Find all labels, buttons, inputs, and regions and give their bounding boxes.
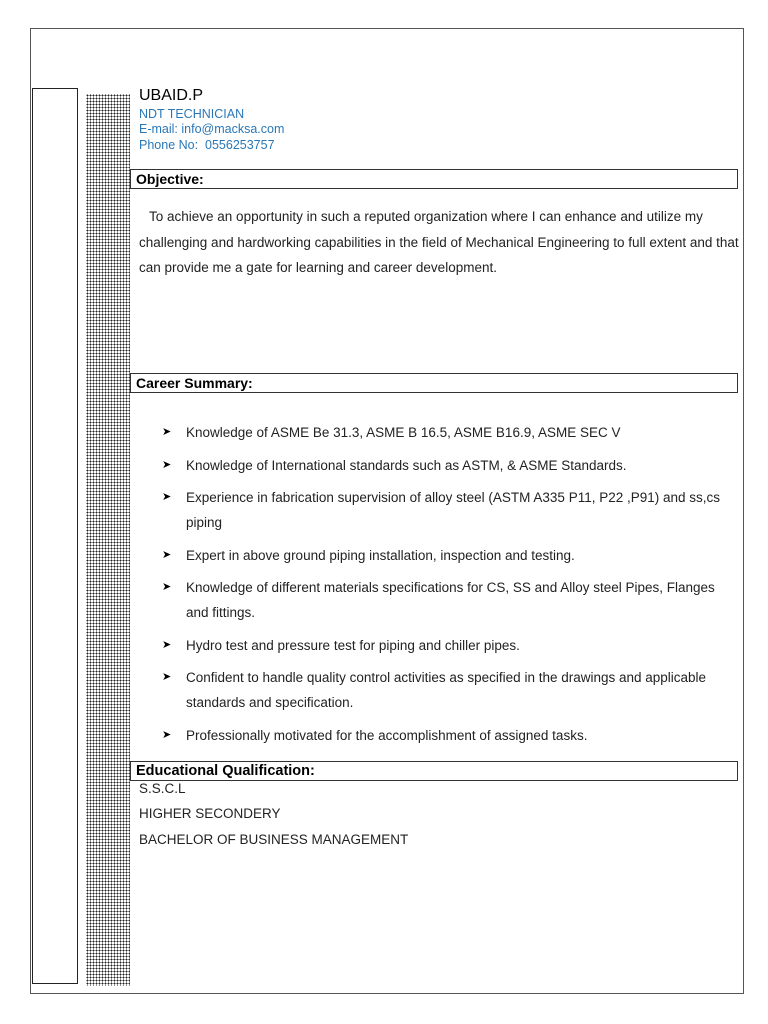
- arrow-bullet-icon: ➤: [162, 581, 172, 593]
- list-item: ➤ Hydro test and pressure test for piping and chiller pipes.: [162, 633, 740, 658]
- education-item: S.S.C.L: [139, 781, 186, 796]
- objective-text: To achieve an opportunity in such a reputed organization where I can enhance and utilize my challenging and hardworking capabilities in the field of Mechanical Engineering to full extent and that can provide me a gate for learning and career development.: [139, 209, 739, 275]
- arrow-bullet-icon: ➤: [162, 548, 172, 561]
- education-heading: Educational Qualification:: [130, 761, 738, 781]
- list-item: ➤ Knowledge of ASME Be 31.3, ASME B 16.5, ASME B16.9, ASME SEC V: [162, 420, 740, 445]
- arrow-bullet-icon: ➤: [162, 638, 172, 651]
- education-item: BACHELOR OF BUSINESS MANAGEMENT: [139, 832, 409, 847]
- job-title: NDT TECHNICIAN: [139, 107, 245, 121]
- career-summary-heading: Career Summary:: [130, 373, 738, 393]
- arrow-bullet-icon: ➤: [162, 458, 172, 471]
- arrow-bullet-icon: ➤: [162, 728, 172, 741]
- career-summary-list: [162, 420, 740, 755]
- objective-heading: Objective:: [130, 169, 738, 189]
- arrow-bullet-icon: ➤: [162, 426, 172, 438]
- list-item: ➤ Expert in above ground piping installation, inspection and testing.: [162, 543, 740, 568]
- list-item: ➤ Knowledge of different materials specifications for CS, SS and Alloy steel Pipes, Flanges and fittings.: [162, 575, 740, 625]
- left-decorative-box: [32, 88, 78, 984]
- email-line: E-mail: info@macksa.com: [139, 122, 285, 136]
- list-item: ➤ Knowledge of International standards such as ASTM, & ASME Standards.: [162, 453, 740, 478]
- list-item: ➤ Confident to handle quality control activities as specified in the drawings and applicable standards and specification.: [162, 665, 740, 715]
- list-item: ➤ Experience in fabrication supervision of alloy steel (ASTM A335 P11, P22 ,P91) and ss,cs piping: [162, 485, 740, 535]
- arrow-bullet-icon: ➤: [162, 491, 172, 503]
- objective-paragraph: [139, 204, 739, 281]
- phone-line: Phone No: 0556253757: [139, 138, 275, 152]
- list-item: ➤ Professionally motivated for the accomplishment of assigned tasks.: [162, 723, 740, 748]
- education-item: HIGHER SECONDERY: [139, 806, 281, 821]
- candidate-name: UBAID.P: [139, 87, 204, 104]
- dotted-sidebar-pattern: [86, 94, 130, 986]
- arrow-bullet-icon: ➤: [162, 671, 172, 683]
